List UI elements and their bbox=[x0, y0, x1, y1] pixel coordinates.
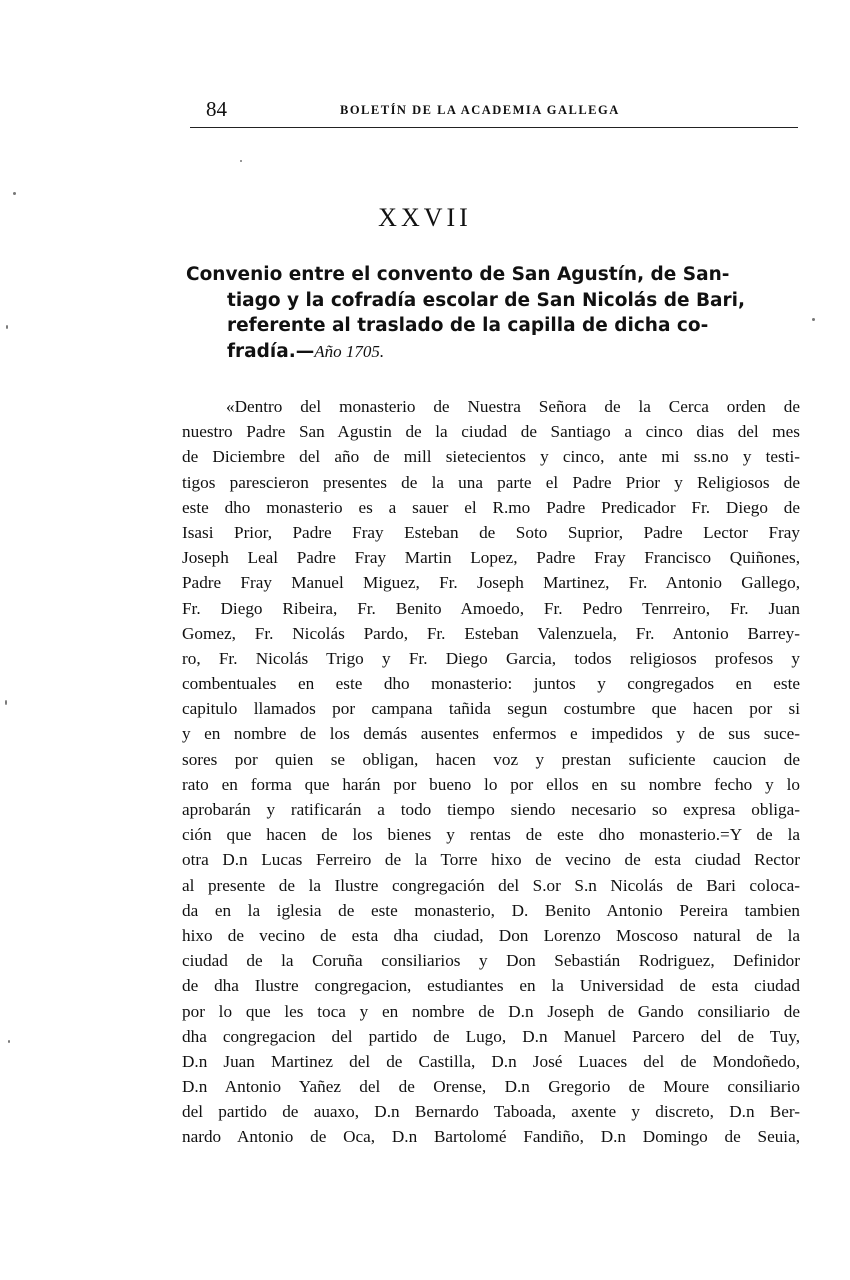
body-line: da en la iglesia de este monasterio, D. Benito Antonio Pereira tambien bbox=[182, 900, 800, 920]
body-line: Joseph Leal Padre Fray Martin Lopez, Padre Fray Francisco Quiñones, bbox=[182, 548, 800, 568]
body-line: Isasi Prior, Padre Fray Esteban de Soto Suprior, Padre Lector Fray bbox=[182, 522, 800, 542]
body-line: nuestro Padre San Agustin de la ciudad de Santiago a cinco dias del mes bbox=[182, 422, 800, 442]
scan-speck bbox=[13, 192, 16, 195]
body-line: hixo de vecino de esta dha ciudad, Don Lorenzo Moscoso natural de la bbox=[182, 925, 800, 945]
title-line: Convenio entre el convento de San Agustín, de San- bbox=[186, 264, 730, 285]
body-line: D.n Antonio Yañez del de Orense, D.n Gregorio de Moure consiliario bbox=[182, 1077, 800, 1097]
body-line: al presente de la Ilustre congregación del S.or S.n Nicolás de Bari coloca- bbox=[182, 875, 800, 895]
body-line: del partido de auaxo, D.n Bernardo Taboada, axente y discreto, D.n Ber- bbox=[182, 1102, 800, 1122]
title-line: tiago y la cofradía escolar de San Nicolás de Bari, bbox=[227, 289, 746, 311]
scan-speck bbox=[812, 318, 815, 321]
scan-speck bbox=[5, 700, 7, 705]
scan-speck bbox=[8, 1040, 10, 1043]
title-line: referente al traslado de la capilla de dicha co- bbox=[227, 315, 709, 336]
body-line: «Dentro del monasterio de Nuestra Señora de la Cerca orden de bbox=[226, 397, 800, 416]
body-line: de Diciembre del año de mill sietecientos y cinco, ante mi ss.no y testi- bbox=[182, 447, 800, 467]
body-line: combentuales en este dho monasterio: juntos y congregados en este bbox=[182, 674, 800, 694]
body-line: D.n Juan Martinez del de Castilla, D.n José Luaces del de Mondoñedo, bbox=[182, 1051, 800, 1071]
body-line: y en nombre de los demás ausentes enfermos e impedidos y de sus suce- bbox=[182, 724, 800, 744]
scan-speck bbox=[6, 325, 8, 329]
body-line: ción que hacen de los bienes y rentas de este dho monasterio.=Y de la bbox=[182, 825, 800, 845]
title-line-end: fradía.— bbox=[227, 340, 315, 362]
page-number: 84 bbox=[206, 97, 227, 121]
body-line: Padre Fray Manuel Miguez, Fr. Joseph Martinez, Fr. Antonio Gallego, bbox=[182, 573, 800, 593]
body-line: por lo que les toca y en nombre de D.n Joseph de Gando consiliario de bbox=[182, 1001, 800, 1021]
document-year: Año 1705. bbox=[314, 341, 385, 361]
body-line: dha congregacion del partido de Lugo, D.n Manuel Parcero del de Tuy, bbox=[182, 1026, 800, 1046]
section-number: XXVII bbox=[378, 203, 472, 232]
body-line: sores por quien se obligan, hacen voz y prestan suficiente caucion de bbox=[182, 749, 800, 769]
body-line: Fr. Diego Ribeira, Fr. Benito Amoedo, Fr. Pedro Tenrreiro, Fr. Juan bbox=[182, 598, 800, 618]
body-line: nardo Antonio de Oca, D.n Bartolomé Fandiño, D.n Domingo de Seuia, bbox=[182, 1127, 800, 1147]
document-title bbox=[186, 262, 802, 364]
body-line: de dha Ilustre congregacion, estudiantes en la Universidad de esta ciudad bbox=[182, 976, 800, 996]
running-title: BOLETÍN DE LA ACADEMIA GALLEGA bbox=[340, 103, 620, 117]
body-line: aprobarán y ratificarán a todo tiempo siendo necesario so expresa obliga- bbox=[182, 800, 800, 819]
document-body bbox=[182, 394, 800, 1150]
scan-speck bbox=[240, 160, 242, 162]
body-line: este dho monasterio es a sauer el R.mo Padre Predicador Fr. Diego de bbox=[182, 497, 800, 517]
body-line: tigos parescieron presentes de la una parte el Padre Prior y Religiosos de bbox=[182, 472, 800, 492]
page-header bbox=[190, 95, 798, 128]
body-line: Gomez, Fr. Nicolás Pardo, Fr. Esteban Valenzuela, Fr. Antonio Barrey- bbox=[182, 623, 800, 643]
body-line: ro, Fr. Nicolás Trigo y Fr. Diego Garcia, todos religiosos profesos y bbox=[182, 648, 800, 668]
body-line: ciudad de la Coruña consiliarios y Don Sebastián Rodriguez, Definidor bbox=[182, 951, 800, 971]
title-line bbox=[186, 339, 802, 365]
body-line: rato en forma que harán por bueno lo por ellos en su nombre fecho y lo bbox=[182, 774, 800, 794]
body-line: capitulo llamados por campana tañida segun costumbre que hacen por si bbox=[182, 699, 800, 719]
body-line: otra D.n Lucas Ferreiro de la Torre hixo de vecino de esta ciudad Rector bbox=[182, 850, 800, 870]
